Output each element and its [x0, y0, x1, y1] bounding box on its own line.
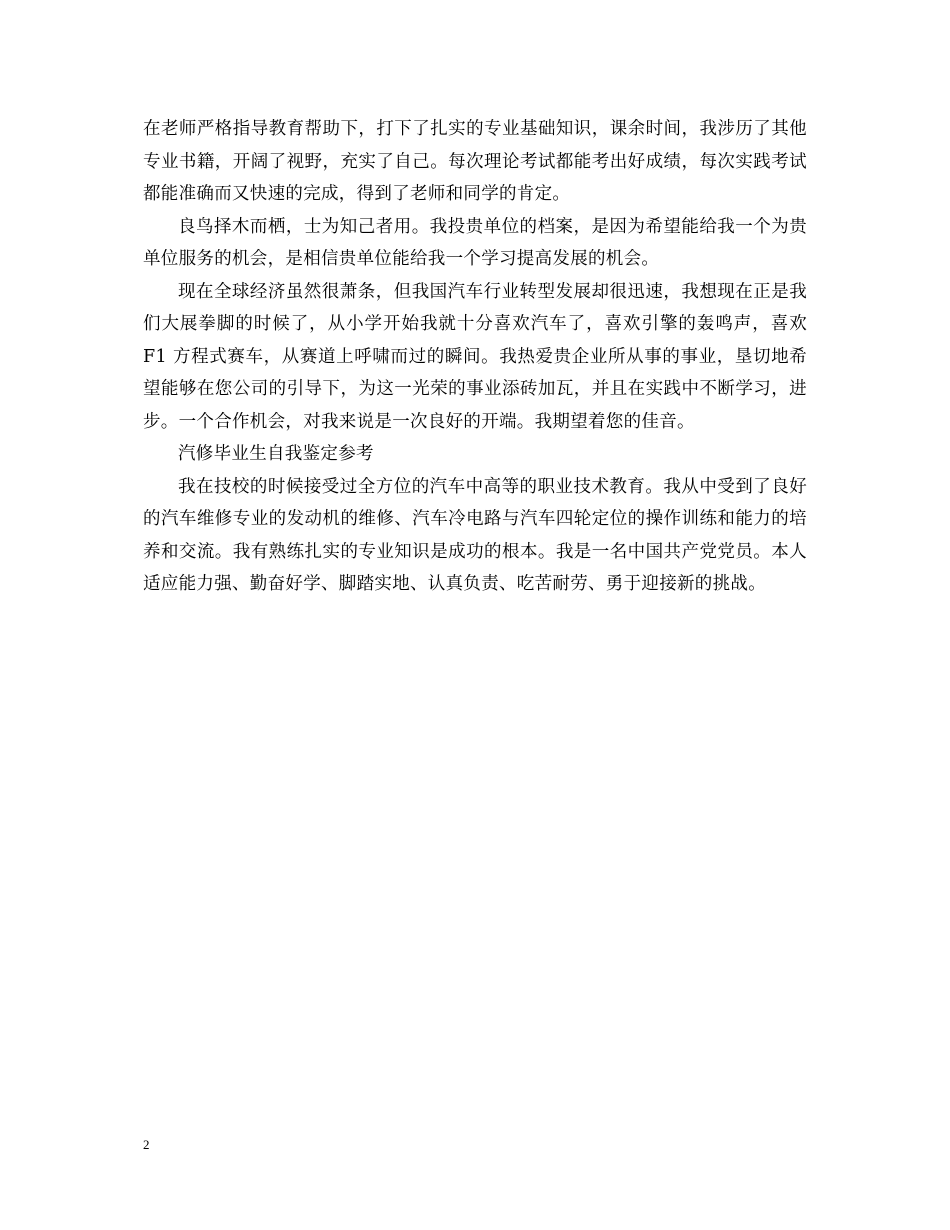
- paragraph-3: 现在全球经济虽然很萧条，但我国汽车行业转型发展却很迅速，我想现在正是我们大展拳脚的时候了，从小学开始我就十分喜欢汽车了，喜欢引擎的轰鸣声，喜欢 F1 方程式赛车，从赛道上呼啸而过的瞬间。我热爱贵企业所从事的事业，垦切地希望能够在您公司的引导下，为这一光荣的事业添砖加瓦，并且在实践中不断学习，进步。一个合作机会，对我来说是一次良好的开端。我期望着您的佳音。: [143, 281, 807, 432]
- paragraph-2: 良鸟择木而栖，士为知己者用。我投贵单位的档案，是因为希望能给我一个为贵单位服务的机会，是相信贵单位能给我一个学习提高发展的机会。: [143, 216, 807, 269]
- paragraph-1: 在老师严格指导教育帮助下，打下了扎实的专业基础知识，课余时间，我涉历了其他专业书籍，开阔了视野，充实了自己。每次理论考试都能考出好成绩，每次实践考试都能准确而又快速的完成，得到了老师和同学的肯定。: [143, 119, 807, 204]
- document-body: [143, 113, 807, 601]
- page-number: 2: [143, 1137, 150, 1152]
- section-heading: 汽修毕业生自我鉴定参考: [178, 444, 374, 464]
- paragraph-4: 我在技校的时候接受过全方位的汽车中高等的职业技术教育。我从中受到了良好的汽车维修专业的发动机的维修、汽车冷电路与汽车四轮定位的操作训练和能力的培养和交流。我有熟练扎实的专业知识是成功的根本。我是一名中国共产党党员。本人适应能力强、勤奋好学、脚踏实地、认真负责、吃苦耐劳、勇于迎接新的挑战。: [143, 476, 807, 594]
